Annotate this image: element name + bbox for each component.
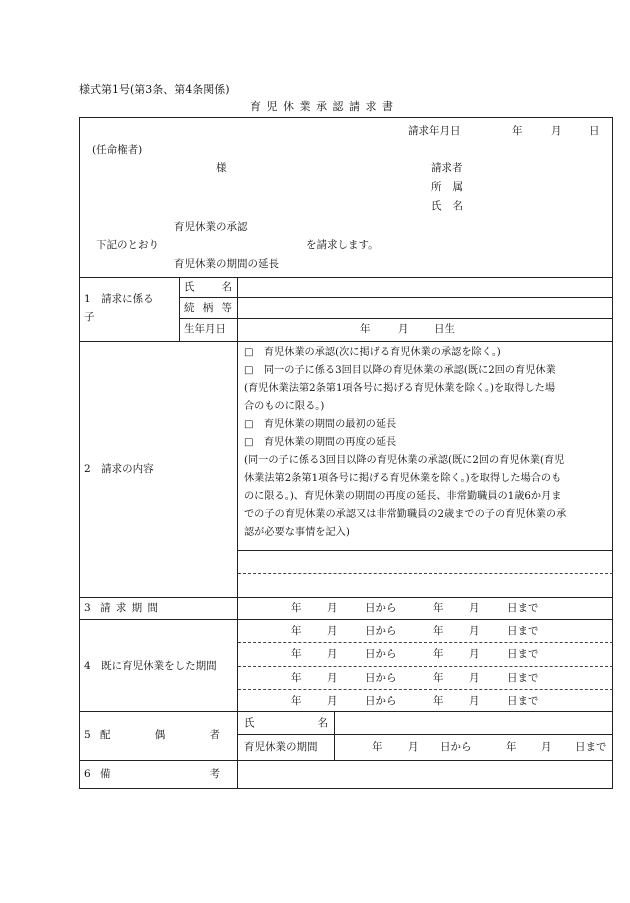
spouse-name-label: 氏 名 [244, 717, 328, 729]
section5-label: 配 偶 者 [100, 729, 220, 741]
affiliation-label: 所 属 [431, 181, 463, 193]
divider-child-name [179, 297, 613, 298]
dashed-period-line-2 [238, 666, 613, 667]
section3-label: 請 求 期 間 [100, 602, 158, 614]
section1-label-line1: 1 請求に係る [84, 293, 154, 305]
divider-spouse-name [238, 734, 613, 735]
note-line-2: 休業法第2条第1項各号に掲げる育児休業を除く。)を取得した場合のも [244, 473, 562, 484]
option-item-third-approval-line2: (育児休業法第2条第1項各号に掲げる育児休業を除く。)を取得した場 [244, 383, 556, 394]
option-item-third-approval-line1: □ 同一の子に係る3回目以降の育児休業の承認(既に2回の育児休業 [244, 365, 556, 376]
note-line-3: のに限る。)、育児休業の期間の再度の延長、非常勤職員の1歳6か月ま [244, 491, 562, 502]
child-birth-month: 月 [398, 323, 409, 335]
section2-label: 2 請求の内容 [84, 463, 154, 475]
appointer-label: (任命権者) [92, 144, 143, 156]
intro-prefix: 下記のとおり [96, 239, 159, 251]
request-date-year: 年 [512, 125, 523, 137]
note-line-1: (同一の子に係る3回目以降の育児休業の承認(既に2回の育児休業(育児 [244, 455, 565, 466]
divider-section1 [79, 341, 613, 342]
child-relation-label: 続 柄 等 [184, 302, 232, 314]
option-item-third-approval-line3: 合のものに限る。) [244, 401, 325, 412]
option-extension: 育児休業の期間の延長 [174, 258, 279, 270]
option-item-first-extension: □ 育児休業の期間の最初の延長 [244, 419, 397, 430]
option-approval: 育児休業の承認 [174, 221, 248, 233]
form-code: 様式第1号(第3条、第4条関係) [79, 83, 230, 96]
child-name-label: 氏 名 [184, 281, 232, 293]
sama-label: 様 [216, 162, 227, 174]
request-content-options [244, 344, 610, 542]
request-date-day: 日 [589, 125, 600, 137]
section4-label: 4 既に育児休業をした期間 [84, 660, 217, 672]
intro-suffix: を請求します。 [306, 239, 379, 251]
request-date-label: 請求年月日 [408, 125, 461, 137]
section5-num: 5 [84, 729, 91, 741]
divider-child-relation [179, 318, 613, 319]
divider-content-text [238, 550, 613, 551]
note-line-4: での子の育児休業の承認又は非常勤職員の2歳までの子の育児休業の承 [244, 509, 567, 520]
section6-num: 6 [84, 768, 91, 780]
child-birth-label: 生年月日 [184, 323, 226, 335]
col-divider-section1-a [179, 277, 180, 341]
section6-label: 備 考 [100, 768, 220, 780]
child-birth-year: 年 [360, 323, 371, 335]
spouse-period-label: 育児休業の期間 [244, 741, 318, 753]
dashed-period-line-1 [238, 642, 613, 643]
request-date-month: 月 [551, 125, 562, 137]
note-line-5: 認が必要な事情を記入) [244, 527, 350, 538]
dashed-content-line [238, 573, 613, 574]
option-item-approval: □ 育児休業の承認(次に掲げる育児休業の承認を除く。) [244, 347, 501, 358]
dashed-period-line-3 [238, 689, 613, 690]
divider-section5 [79, 760, 613, 761]
section1-label-line2: 子 [84, 311, 95, 323]
divider-section2 [79, 597, 613, 598]
col-divider-main [237, 277, 238, 789]
child-birth-day: 日生 [434, 323, 455, 335]
requester-name-label: 氏 名 [431, 200, 463, 212]
option-item-second-extension: □ 育児休業の期間の再度の延長 [244, 437, 397, 448]
col-divider-spouse [334, 711, 335, 760]
requester-label: 請求者 [431, 162, 463, 174]
document-title: 育児休業承認請求書 [250, 100, 399, 113]
divider-section4 [79, 711, 613, 712]
divider-header [79, 277, 613, 278]
divider-section3 [79, 619, 613, 620]
section3-num: 3 [84, 602, 91, 614]
